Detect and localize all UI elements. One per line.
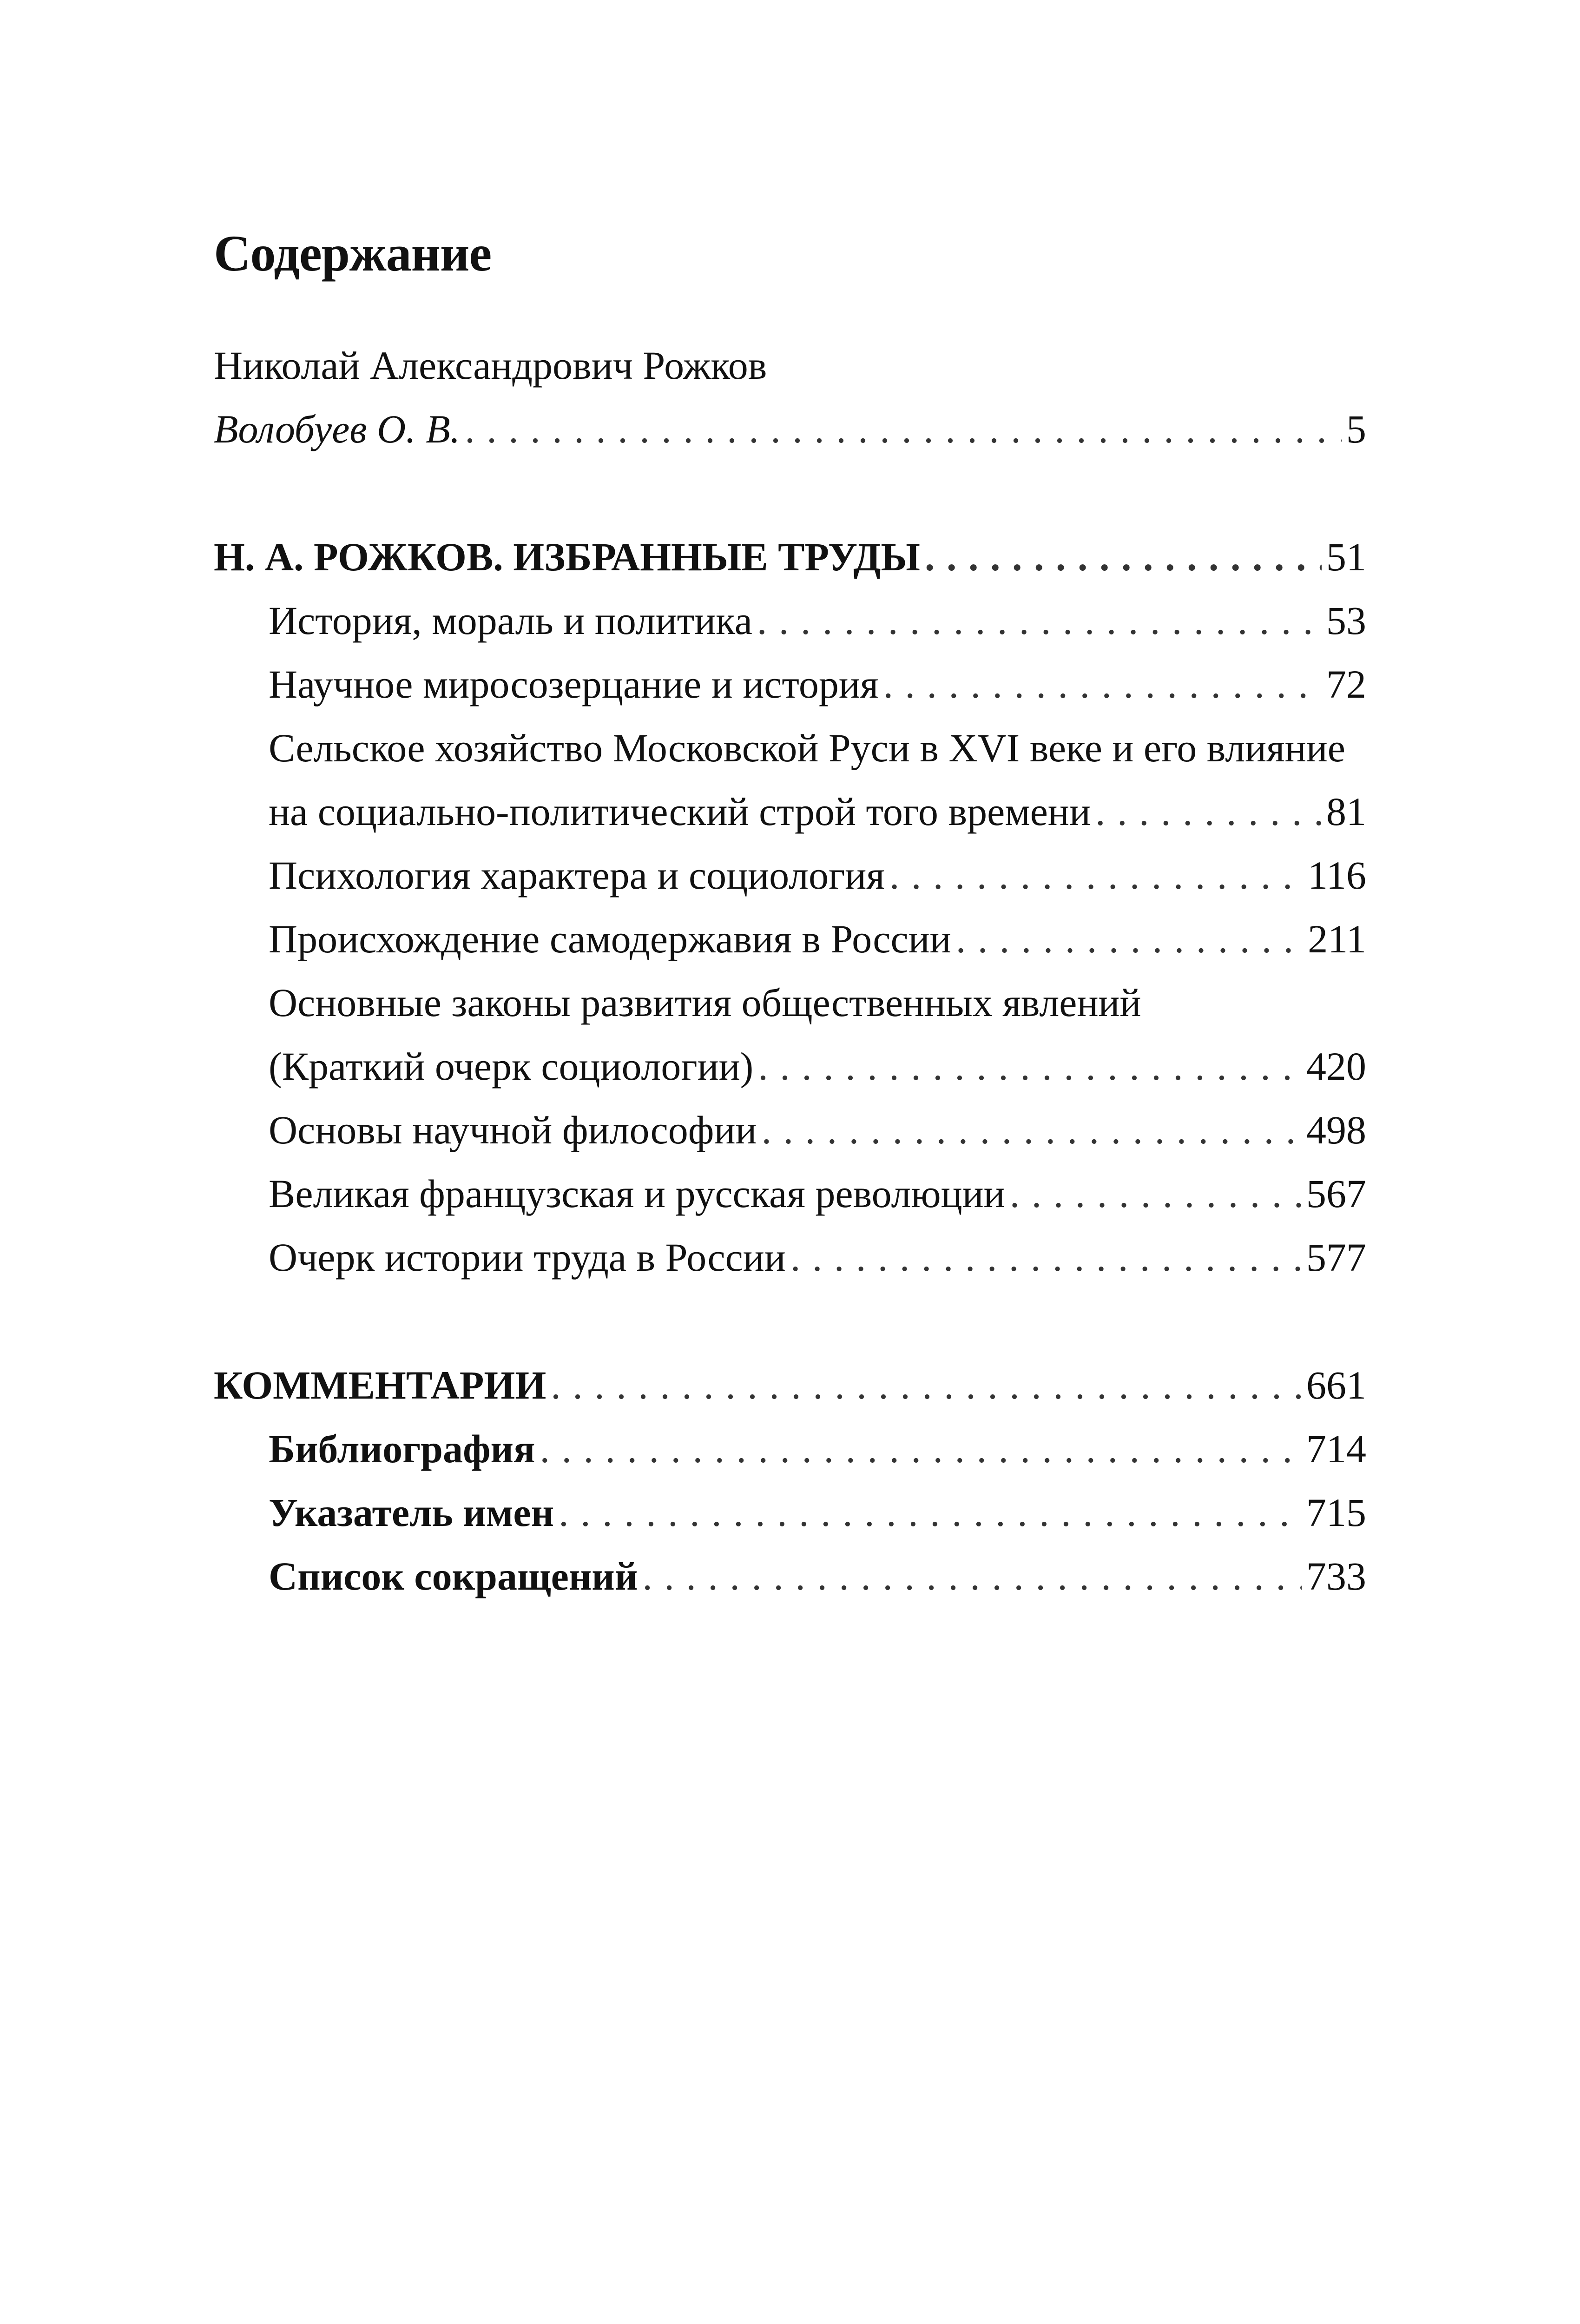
toc-entry-intro-title (214, 334, 1366, 397)
toc-entry (269, 1226, 1366, 1289)
toc-entry-label: (Краткий очерк социологии) (269, 1044, 754, 1089)
toc-entry (269, 1545, 1366, 1608)
toc-entry-label: Сельское хозяйство Московской Руси в XVI веке и его влияние (269, 726, 1345, 770)
dot-leader (762, 1098, 1302, 1162)
toc-entry-line2 (269, 780, 1366, 844)
section-gap (214, 461, 1366, 525)
toc-page-number: 420 (1306, 1044, 1366, 1089)
toc-page-number: 211 (1308, 917, 1366, 961)
toc-page-number: 51 (1326, 535, 1366, 579)
toc-entry-label: Основные законы развития общественных явлений (269, 980, 1141, 1025)
toc-entry (269, 907, 1366, 971)
dot-leader (540, 1417, 1302, 1481)
page-title: Содержание (214, 225, 492, 282)
toc-entry (269, 589, 1366, 653)
toc-page-number: 714 (1306, 1426, 1366, 1471)
toc-entry-line1 (269, 716, 1366, 780)
toc-entry-label: Психология характера и социология (269, 853, 885, 898)
table-of-contents (214, 334, 1366, 1608)
toc-part-label: КОММЕНТАРИИ (214, 1363, 546, 1407)
toc-entry (269, 844, 1366, 907)
toc-entry-line2 (269, 1035, 1366, 1098)
toc-entry-label: Научное миросозерцание и история (269, 662, 879, 706)
toc-entry-line1 (269, 971, 1366, 1035)
toc-entry-label: Список сокращений (269, 1554, 638, 1598)
dot-leader (642, 1545, 1302, 1608)
toc-page-number: 72 (1326, 662, 1366, 706)
toc-page-number: 5 (1346, 407, 1366, 451)
toc-page-number: 577 (1306, 1235, 1366, 1280)
toc-entry-label: Очерк истории труда в России (269, 1235, 786, 1280)
toc-entry-label: Библиография (269, 1426, 535, 1471)
toc-entry (269, 1098, 1366, 1162)
toc-entry-author: Волобуев О. В. (214, 407, 461, 451)
toc-part-heading (214, 1353, 1366, 1417)
toc-entry-label: Происхождение самодержавия в России (269, 917, 951, 961)
dot-leader (758, 1035, 1302, 1098)
toc-page-number: 661 (1306, 1363, 1366, 1407)
toc-page-number: 498 (1306, 1108, 1366, 1152)
toc-entry (269, 1417, 1366, 1481)
dot-leader (559, 1481, 1302, 1545)
dot-leader (925, 525, 1322, 589)
dot-leader (883, 653, 1322, 716)
toc-page-number: 733 (1306, 1554, 1366, 1598)
toc-part-heading (214, 525, 1366, 589)
dot-leader (465, 397, 1342, 461)
toc-entry-intro-author (214, 397, 1366, 461)
dot-leader (790, 1226, 1302, 1289)
toc-entry-label: Основы научной философии (269, 1108, 757, 1152)
toc-entry-label: История, мораль и политика (269, 598, 752, 643)
toc-page-number: 81 (1326, 789, 1366, 834)
dot-leader (1095, 780, 1322, 844)
toc-entry-label: на социально-политический строй того времени (269, 789, 1091, 834)
toc-entry-label: Николай Александрович Рожков (214, 343, 767, 388)
dot-leader (956, 907, 1304, 971)
toc-page-number: 53 (1326, 598, 1366, 643)
dot-leader (757, 589, 1322, 653)
dot-leader (1010, 1162, 1302, 1226)
toc-page-number: 567 (1306, 1171, 1366, 1216)
toc-page-number: 715 (1306, 1490, 1366, 1535)
toc-entry-label: Указатель имен (269, 1490, 554, 1535)
dot-leader (551, 1353, 1302, 1417)
toc-entry (269, 1162, 1366, 1226)
dot-leader (889, 844, 1303, 907)
toc-page-number: 116 (1308, 853, 1366, 898)
section-gap (214, 1289, 1366, 1353)
toc-entry (269, 653, 1366, 716)
toc-part-label: Н. А. РОЖКОВ. ИЗБРАННЫЕ ТРУДЫ (214, 535, 920, 579)
toc-entry-label: Великая французская и русская революции (269, 1171, 1005, 1216)
toc-entry (269, 1481, 1366, 1545)
